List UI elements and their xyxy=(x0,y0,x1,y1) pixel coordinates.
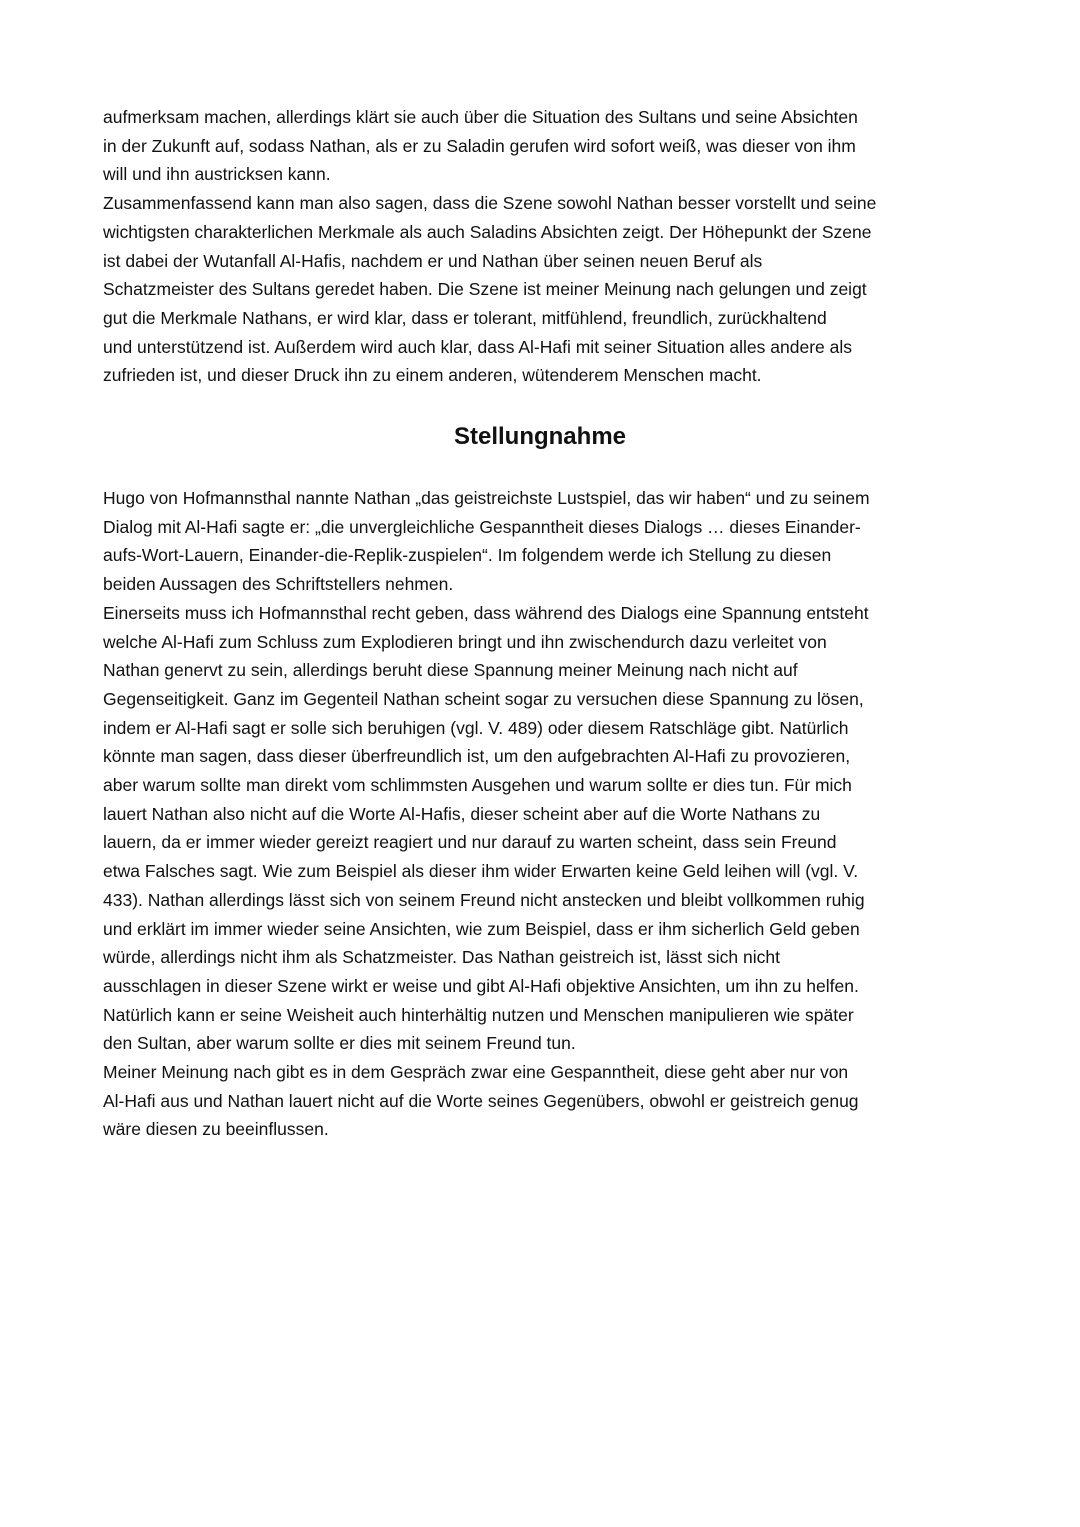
text-line: aufs-Wort-Lauern, Einander-die-Replik-zuspielen“. Im folgendem werde ich Stellung zu diesen xyxy=(103,545,832,566)
text-line: aufmerksam machen, allerdings klärt sie auch über die Situation des Sultans und seine Absichten xyxy=(103,107,858,127)
text-line: den Sultan, aber warum sollte er dies mit seinem Freund tun. xyxy=(103,1033,576,1054)
text-line: wichtigsten charakterlichen Merkmale als auch Saladins Absichten zeigt. Der Höhepunkt der Szene xyxy=(103,221,872,242)
text-line: in der Zukunft auf, sodass Nathan, als er zu Saladin gerufen wird sofort weiß, was dieser von ihm xyxy=(103,135,856,156)
text-line: will und ihn austricksen kann. xyxy=(103,164,331,185)
text-line: etwa Falsches sagt. Wie zum Beispiel als dieser ihm wider Erwarten keine Geld leihen will (vgl. V. xyxy=(103,861,859,882)
text-line: zufrieden ist, und dieser Druck ihn zu einem anderen, wütenderem Menschen macht. xyxy=(103,365,762,386)
paragraph-stellungnahme xyxy=(103,484,983,1144)
text-line: wäre diesen zu beeinflussen. xyxy=(103,1119,329,1140)
text-line: lauert Nathan also nicht auf die Worte Al-Hafis, dieser scheint aber auf die Worte Nathans zu xyxy=(103,803,821,824)
section-heading: Stellungnahme xyxy=(453,423,627,450)
text-line: Schatzmeister des Sultans geredet haben. Die Szene ist meiner Meinung nach gelungen und zeigt xyxy=(103,279,867,300)
text-line: Natürlich kann er seine Weisheit auch hinterhältig nutzen und Menschen manipulieren wie später xyxy=(103,1004,854,1025)
paragraph-conclusion xyxy=(103,103,983,390)
text-line: Gegenseitigkeit. Ganz im Gegenteil Nathan scheint sogar zu versuchen diese Spannung zu lösen, xyxy=(103,688,864,709)
text-line: Einerseits muss ich Hofmannsthal recht geben, dass während des Dialogs eine Spannung entsteht xyxy=(103,602,869,623)
text-line: könnte man sagen, dass dieser überfreundlich ist, um den aufgebrachten Al-Hafi zu provozieren, xyxy=(103,746,851,767)
text-line: beiden Aussagen des Schriftstellers nehmen. xyxy=(103,574,454,595)
text-line: indem er Al-Hafi sagt er solle sich beruhigen (vgl. V. 489) oder diesem Ratschläge gibt. Natürlich xyxy=(103,717,849,738)
text-line: ist dabei der Wutanfall Al-Hafis, nachdem er und Nathan über seinen neuen Beruf als xyxy=(103,250,763,271)
text-line: würde, allerdings nicht ihm als Schatzmeister. Das Nathan geistreich ist, lässt sich nicht xyxy=(103,947,780,968)
text-line: welche Al-Hafi zum Schluss zum Explodieren bringt und ihn zwischendurch dazu verleitet von xyxy=(103,631,827,652)
text-line: Hugo von Hofmannsthal nannte Nathan „das geistreichste Lustspiel, das wir haben“ und zu seinem xyxy=(103,488,870,508)
text-line: Meiner Meinung nach gibt es in dem Gespräch zwar eine Gespanntheit, diese geht aber nur von xyxy=(103,1062,849,1083)
text-line: und unterstützend ist. Außerdem wird auch klar, dass Al-Hafi mit seiner Situation alles andere als xyxy=(103,336,852,357)
text-line: Al-Hafi aus und Nathan lauert nicht auf die Worte seines Gegenübers, obwohl er geistreich genug xyxy=(103,1090,859,1111)
text-line: ausschlagen in dieser Szene wirkt er weise und gibt Al-Hafi objektive Ansichten, um ihn zu helfen. xyxy=(103,975,859,996)
text-line: Dialog mit Al-Hafi sagte er: „die unvergleichliche Gespanntheit dieses Dialogs … dieses Einander- xyxy=(103,516,861,537)
text-line: Zusammenfassend kann man also sagen, dass die Szene sowohl Nathan besser vorstellt und seine xyxy=(103,193,877,214)
text-line: lauern, da er immer wieder gereizt reagiert und nur darauf zu warten scheint, dass sein Freund xyxy=(103,832,837,853)
text-line: gut die Merkmale Nathans, er wird klar, dass er tolerant, mitfühlend, freundlich, zurückhaltend xyxy=(103,307,827,328)
text-line: Nathan genervt zu sein, allerdings beruht diese Spannung meiner Meinung nach nicht auf xyxy=(103,660,798,681)
text-line: 433). Nathan allerdings lässt sich von seinem Freund nicht anstecken und bleibt vollkommen ruhig xyxy=(103,889,865,910)
text-line: und erklärt im immer wieder seine Ansichten, wie zum Beispiel, dass er ihm sicherlich Geld geben xyxy=(103,918,860,939)
text-line: aber warum sollte man direkt vom schlimmsten Ausgehen und warum sollte er dies tun. Für mich xyxy=(103,775,852,796)
